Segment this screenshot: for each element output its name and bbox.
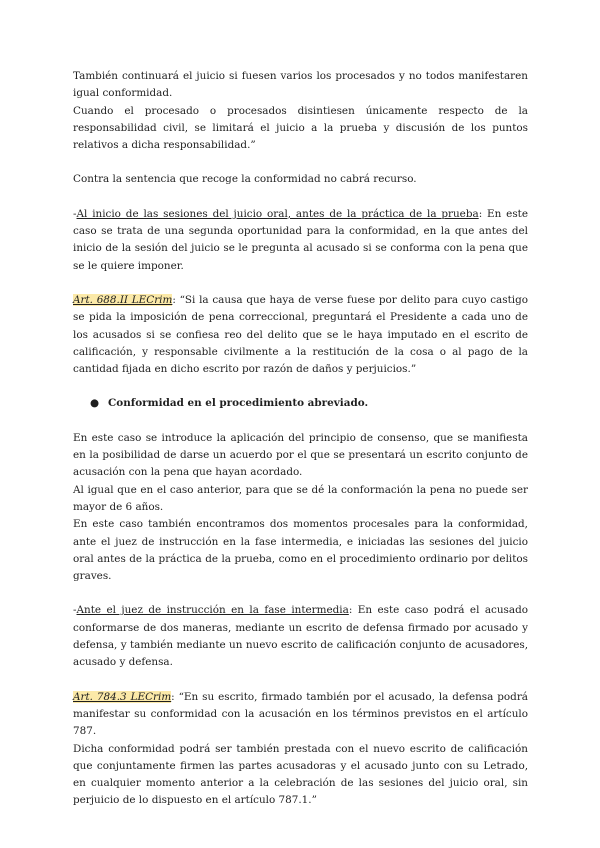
paragraph-pena-6-anos: Al igual que en el caso anterior, para que se dé la conformación la pena no puede ser mayor de 6 años.	[73, 483, 528, 513]
article-quote-688: : “Si la causa que haya de verse fuese por delito para cuyo castigo se pida la imposición de pena correccional, preguntará el Presidente a cada uno de los acusados si se confiesa reo del delito que se le haya imputado en el escrito de calificación, y responsable civilmente a la restitución de la cosa o al pago de la cantidad fijada en dicho escrito por razón de daños y perjuicios.”	[73, 293, 528, 376]
bullet-dot-icon: ●	[90, 397, 100, 410]
article-quote-784: : “En su escrito, firmado también por el acusado, la defensa podrá manifestar su conformidad con la acusación en los términos previstos en el artículo 787.	[73, 690, 528, 738]
section-heading-inicio-sesiones: Al inicio de las sesiones del juicio oral, antes de la práctica de la prueba	[76, 207, 479, 220]
section-body-inicio-sesiones: : En este caso se trata de una segunda oportunidad para la conformidad, en la que antes del inicio de la sesión del juicio se le pregunta al acusado si se conforma con la pena que se le quiere imponer.	[73, 207, 528, 272]
paragraph-fase-intermedia	[73, 602, 528, 671]
article-reference-688: Art. 688.II LECrim	[73, 293, 173, 306]
paragraph-juicio-continuara: También continuará el juicio si fuesen varios los procesados y no todos manifestaren igual conformidad.	[73, 70, 528, 100]
paragraph-sin-recurso: Contra la sentencia que recoge la conformidad no cabrá recurso.	[73, 173, 417, 186]
dash-prefix: -	[73, 207, 77, 220]
paragraph-principio-consenso: En este caso se introduce la aplicación del principio de consenso, que se manifiesta en la posibilidad de darse un acuerdo por el que se presentará un escrito conjunto de acusación con la pena que hayan acordado.	[73, 431, 528, 479]
paragraph-art-784	[73, 689, 528, 741]
bullet-heading-procedimiento-abreviado	[90, 395, 528, 412]
document-body	[73, 68, 528, 810]
paragraph-dos-momentos: En este caso también encontramos dos momentos procesales para la conformidad, ante el juez de instrucción en la fase intermedia, e iniciadas las sesiones del juicio oral antes de la práctica de la prueba, como en el procedimiento ordinario por delitos graves.	[73, 518, 528, 583]
paragraph-art-688	[73, 292, 528, 378]
paragraph-responsabilidad-civil: Cuando el procesado o procesados disintiesen únicamente respecto de la responsabilidad civil, se limitará el juicio a la prueba y discusión de los puntos relativos a dicha responsabilidad.”	[73, 104, 528, 152]
paragraph-conformidad-nuevo-escrito: Dicha conformidad podrá ser también prestada con el nuevo escrito de calificación que conjuntamente firmen las partes acusadoras y el acusado junto con su Letrado, en cualquier momento anterior a la celebración de las sesiones del juicio oral, sin perjuicio de lo dispuesto en el artículo 787.1.”	[73, 742, 528, 807]
paragraph-inicio-sesiones	[73, 206, 528, 275]
article-reference-784: Art. 784.3 LECrim	[73, 690, 172, 703]
section-body-fase-intermedia: : En este caso podrá el acusado conformarse de dos maneras, mediante un escrito de defensa firmado por acusado y defensa, y también mediante un nuevo escrito de calificación conjunto de acusadores, acusado y defensa.	[73, 604, 528, 669]
dash-prefix: -	[73, 604, 77, 617]
section-heading-fase-intermedia: Ante el juez de instrucción en la fase intermedia	[76, 604, 349, 617]
bullet-text: Conformidad en el procedimiento abreviado.	[108, 397, 369, 410]
